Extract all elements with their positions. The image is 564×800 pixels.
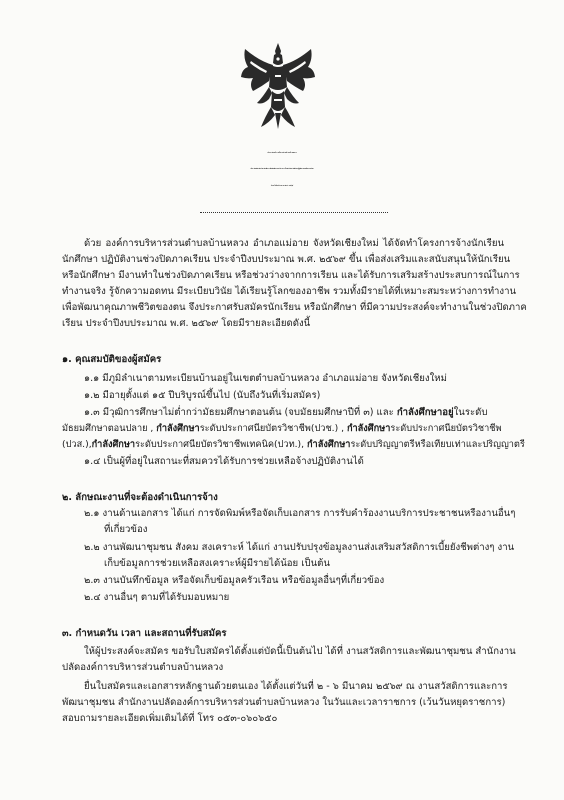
intro-line-4: ทำงานจริง รู้จักความอดทน มีระเบียบวินัย ได้เรียนรู้โลกของอาชีพ รวมทั้งมีรายได้ที่เหมาะสมระหว่างการทำงาน	[62, 286, 517, 297]
section1-item2: ๑.๒ มีอายุตั้งแต่ ๑๕ ปีบริบูรณ์ขึ้นไป (นับถึงวันที่เริ่มสมัคร)	[84, 390, 321, 401]
section2-item1-line1: ๒.๑ งานด้านเอกสาร ได้แก่ การจัดพิมพ์หรือจัดเก็บเอกสาร การรับคำร้องงานบริการประชาชนหรืองานอื่นๆ	[84, 508, 516, 519]
section1-item3-line3: (ปวส.),กำลังศึกษาระดับประกาศนียบัตรวิชาชีพเทคนิค(ปวท.), กำลังศึกษาระดับปริญญาตรีหรือเทียบเท่าและปริญญาตรี	[62, 439, 525, 450]
section2-item3: ๒.๓ งานบันทึกข้อมูล หรือจัดเก็บข้อมูลครัวเรือน หรือข้อมูลอื่นๆที่เกี่ยวข้อง	[84, 575, 385, 586]
section3-p2-line2: พัฒนาชุมชน สำนักงานปลัดองค์การบริหารส่วนตำบลบ้านหลวง ในวันและเวลาราชการ (เว้นวันหยุดราชการ)	[62, 697, 506, 708]
section2-item2-line1: ๒.๒ งานพัฒนาชุมชน สังคม สงเคราะห์ ได้แก่ งานปรับปรุงข้อมูลงานส่งเสริมสวัสดิการเบี้ยยังชีพต่างๆ งาน	[84, 542, 515, 553]
intro-line-1: ด้วย องค์การบริหารส่วนตำบลบ้านหลวง อำเภอแม่อาย จังหวัดเชียงใหม่ ได้จัดทำโครงการจ้างนักเรียน	[84, 238, 504, 249]
section1-heading: ๑. คุณสมบัติของผู้สมัคร	[62, 354, 162, 365]
announcement-subject: เรื่อง รับสมัครนักเรียน นักศึกษา เพื่อคัดเลือกตามโครงการจ้างนักเรียน นักศึกษาปฏิบัติงานช่วงปิดภาคเรียน	[250, 169, 314, 170]
announcement-title: ประกาศองค์การบริหารส่วนตำบลบ้านหลวง	[267, 153, 297, 154]
section3-heading: ๓. กำหนดวัน เวลา และสถานที่รับสมัคร	[62, 628, 227, 639]
intro-line-6: เรียน ประจำปีงบประมาณ พ.ศ. ๒๕๖๙ โดยมีรายละเอียดดังนี้	[62, 318, 311, 329]
section1-item3-line2: มัธยมศึกษาตอนปลาย , กำลังศึกษาระดับประกาศนียบัตรวิชาชีพ(ปวช.) , กำลังศึกษาระดับประกาศนียบัตรวิชาชีพ	[62, 423, 502, 434]
section3-p1-line1: ให้ผู้ประสงค์จะสมัคร ขอรับใบสมัครได้ตั้งแต่บัดนี้เป็นต้นไป ได้ที่ งานสวัสดิการและพัฒนาชุมชน สำนักงาน	[84, 646, 516, 657]
fiscal-year: ประจำปีงบประมาณ พ.ศ. ๒๕๖๙	[270, 186, 294, 187]
section3-p2-line3: สอบถามรายละเอียดเพิ่มเติมได้ที่ โทร ๐๕๓-๐๖๐๖๕๐	[62, 713, 278, 724]
section1-item3-line1: ๑.๓ มีวุฒิการศึกษาไม่ต่ำกว่ามัธยมศึกษาตอนต้น (จบมัธยมศึกษาปีที่ ๓) และ กำลังศึกษาอยู่ในระดับ	[84, 407, 488, 418]
section1-item4: ๑.๔ เป็นผู้ที่อยู่ในสถานะที่สมควรได้รับการช่วยเหลือจ้างปฏิบัติงานได้	[84, 456, 364, 467]
section3-p1-line2: ปลัดองค์การบริหารส่วนตำบลบ้านหลวง	[62, 662, 224, 673]
section3-p2-line1: ยื่นใบสมัครและเอกสารหลักฐานด้วยตนเอง ได้ตั้งแต่วันที่ ๒ - ๖ มีนาคม ๒๕๖๙ ณ งานสวัสดิการและการ	[84, 681, 508, 692]
garuda-emblem-icon	[239, 41, 317, 131]
intro-line-5: เพื่อพัฒนาคุณภาพชีวิตของตน จึงประกาศรับสมัครนักเรียน หรือนักศึกษา ที่มีความประสงค์จะทำงานในช่วงปิดภาค	[62, 302, 527, 313]
section1-item1: ๑.๑ มีภูมิลำเนาตามทะเบียนบ้านอยู่ในเขตตำบลบ้านหลวง อำเภอแม่อาย จังหวัดเชียงใหม่	[84, 373, 447, 384]
dotted-separator	[200, 212, 388, 213]
section2-item1-line2: ที่เกี่ยวข้อง	[104, 524, 148, 535]
section2-item2-line2: เก็บข้อมูลการช่วยเหลือสงเคราะห์ผู้มีรายได้น้อย เป็นต้น	[104, 558, 330, 569]
intro-line-3: หรือนักศึกษา มีงานทำในช่วงปิดภาคเรียน หรือช่วงว่างจากการเรียน และได้รับการเสริมสร้างประสบการณ์ในการ	[62, 270, 520, 281]
section2-heading: ๒. ลักษณะงานที่จะต้องดำเนินการจ้าง	[62, 492, 218, 503]
section2-item4: ๒.๔ งานอื่นๆ ตามที่ได้รับมอบหมาย	[84, 592, 230, 603]
intro-line-2: นักศึกษา ปฏิบัติงานช่วงปิดภาคเรียน ประจำปีงบประมาณ พ.ศ. ๒๕๖๙ ขึ้น เพื่อส่งเสริมและสนับสนุนให้นักเรียน	[62, 254, 511, 265]
